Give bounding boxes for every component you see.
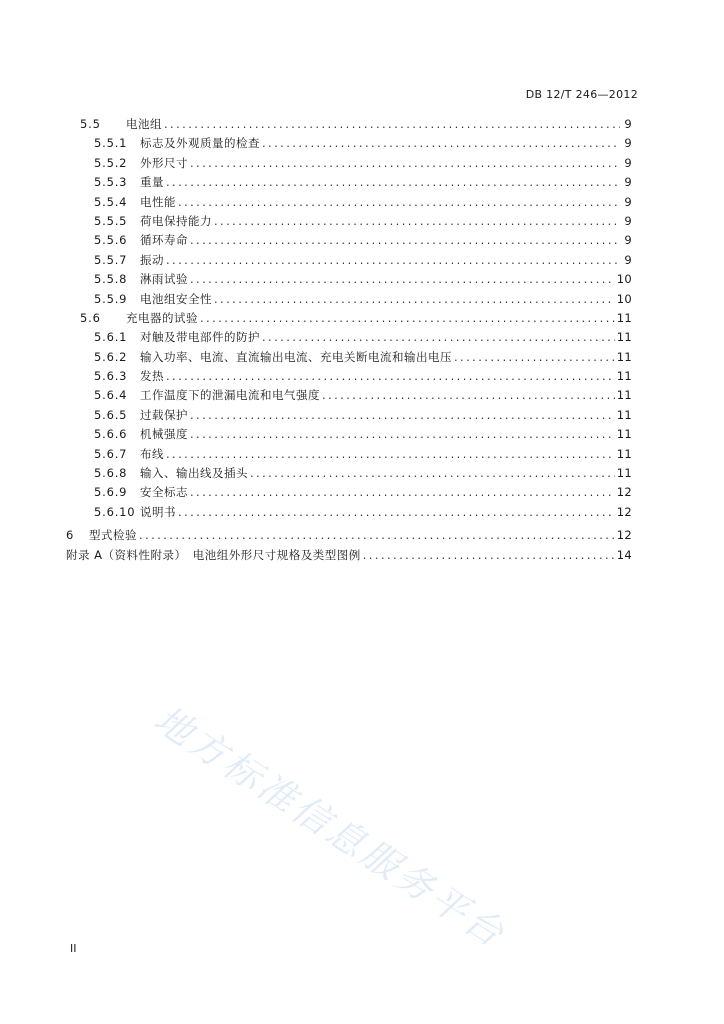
toc-entry[interactable] [66, 291, 632, 310]
toc-entry-title: 安全标志 [140, 485, 188, 500]
toc-entry-page: 11 [616, 369, 632, 384]
watermark: 地方标准信息服务平台 [146, 697, 514, 957]
toc-entry-page: 9 [624, 155, 632, 170]
toc-dot-leader [166, 253, 620, 267]
toc-entry-title: 淋雨试验 [140, 272, 188, 287]
toc-entry-page: 10 [616, 272, 632, 287]
toc-entry-number: 5.6.9 [94, 485, 128, 500]
toc-dot-leader [190, 408, 615, 422]
toc-entry[interactable] [66, 310, 632, 329]
toc-entry-title: 工作温度下的泄漏电流和电气强度 [140, 388, 320, 403]
toc-dot-leader [166, 369, 615, 383]
toc-entry-number: 5.6.5 [94, 407, 128, 422]
toc-entry-title: 对触及带电部件的防护 [140, 330, 260, 345]
toc-entry-title: 型式检验 [89, 528, 137, 543]
toc-dot-leader [178, 505, 615, 519]
toc-entry-title: 标志及外观质量的检查 [140, 136, 260, 151]
toc-entry[interactable] [66, 407, 632, 426]
toc-entry-page: 9 [624, 136, 632, 151]
toc-entry[interactable] [66, 135, 632, 154]
toc-dot-leader [190, 272, 615, 286]
toc-entry-title: 输入功率、电流、直流输出电流、充电关断电流和输出电压 [140, 349, 452, 364]
toc-entry-title: 说明书 [140, 504, 176, 519]
toc-dot-leader [214, 292, 615, 306]
toc-entry-title: 过载保护 [140, 407, 188, 422]
toc-entry[interactable] [66, 349, 632, 368]
toc-entry-number: 5.5.8 [94, 272, 128, 287]
toc-entry[interactable] [66, 194, 632, 213]
toc-dot-leader [190, 485, 615, 499]
toc-entry-number: 5.6.10 [94, 504, 136, 519]
toc-entry-title: 电池组 [126, 117, 162, 131]
toc-dot-leader [250, 466, 615, 480]
toc-entry-page: 9 [624, 213, 632, 228]
toc-entry-page: 10 [616, 291, 632, 306]
toc-entry-page: 11 [616, 310, 632, 325]
toc-entry-page: 11 [616, 407, 632, 422]
toc-entry[interactable] [66, 547, 632, 566]
toc-entry-number: 5.5.6 [94, 233, 128, 248]
toc-entry[interactable] [66, 368, 632, 387]
toc-entry-title: 输入、输出线及插头 [140, 466, 248, 481]
toc-entry-number: 5.6.2 [94, 349, 128, 364]
toc-entry[interactable] [66, 504, 632, 523]
toc-entry-number: 5.6.7 [94, 446, 128, 461]
toc-dot-leader [454, 350, 615, 364]
toc-entry[interactable] [66, 155, 632, 174]
toc-entry-number: 5.6.4 [94, 388, 128, 403]
toc-entry[interactable] [66, 484, 632, 503]
toc-dot-leader [166, 447, 615, 461]
toc-entry-page: 12 [616, 485, 632, 500]
toc-entry-title: 振动 [140, 252, 164, 267]
toc-entry-page: 9 [624, 252, 632, 267]
toc-entry-page: 9 [624, 117, 632, 131]
toc-entry-title: 附录 A（资料性附录） 电池组外形尺寸规格及类型图例 [66, 547, 361, 562]
toc-dot-leader [190, 156, 620, 170]
toc-entry-number: 5.6.8 [94, 466, 128, 481]
toc-entry-title: 充电器的试验 [126, 310, 198, 325]
document-code: DB 12/T 246—2012 [525, 88, 638, 101]
toc-entry[interactable] [66, 271, 632, 290]
toc-entry-number: 5.5.9 [94, 291, 128, 306]
toc-dot-leader [190, 233, 620, 247]
toc-entry-number: 5.5 [80, 117, 101, 131]
toc-entry-page: 12 [616, 504, 632, 519]
toc-entry-page: 14 [616, 547, 632, 562]
toc-dot-leader [214, 214, 620, 228]
toc-entry-number: 5.6.3 [94, 369, 128, 384]
toc-entry[interactable] [66, 174, 632, 193]
toc-entry[interactable] [66, 213, 632, 232]
toc-entry-title: 循环寿命 [140, 233, 188, 248]
toc-entry-page: 9 [624, 194, 632, 209]
toc-entry-page: 11 [616, 330, 632, 345]
toc-entry-number: 5.6.6 [94, 427, 128, 442]
toc-entry-number: 5.5.4 [94, 194, 128, 209]
toc-entry-title: 电性能 [140, 194, 176, 209]
toc-entry-title: 荷电保持能力 [140, 213, 212, 228]
toc-entry[interactable] [66, 426, 632, 445]
toc-entry[interactable] [66, 387, 632, 406]
toc-dot-leader [178, 195, 620, 209]
page-number: II [70, 942, 77, 955]
toc-entry-page: 12 [616, 528, 632, 543]
toc-entry[interactable] [66, 232, 632, 251]
toc-dot-leader [322, 388, 615, 402]
toc-entry-title: 布线 [140, 446, 164, 461]
toc-entry-number: 5.5.2 [94, 155, 128, 170]
toc-dot-leader [262, 330, 615, 344]
toc-entry[interactable] [66, 465, 632, 484]
toc-entry-number: 5.6.1 [94, 330, 128, 345]
toc-dot-leader [262, 136, 620, 150]
toc-entry-title: 发热 [140, 369, 164, 384]
toc-entry-number: 5.5.7 [94, 252, 128, 267]
toc-entry-number: 6 [66, 528, 75, 543]
toc-entry-title: 外形尺寸 [140, 155, 188, 170]
toc-entry[interactable] [66, 116, 632, 135]
toc-entry-page: 9 [624, 175, 632, 190]
toc-dot-leader [363, 548, 615, 562]
table-of-contents [66, 116, 632, 566]
toc-entry-page: 11 [616, 427, 632, 442]
toc-entry-page: 11 [616, 388, 632, 403]
toc-entry-number: 5.5.1 [94, 136, 128, 151]
toc-entry-page: 9 [624, 233, 632, 248]
toc-entry-page: 11 [616, 349, 632, 364]
toc-dot-leader [190, 427, 615, 441]
toc-entry[interactable] [66, 527, 632, 546]
toc-entry-number: 5.5.5 [94, 213, 128, 228]
toc-dot-leader [166, 175, 620, 189]
toc-entry[interactable] [66, 252, 632, 271]
toc-entry-title: 机械强度 [140, 427, 188, 442]
toc-entry-title: 电池组安全性 [140, 291, 212, 306]
toc-dot-leader [139, 528, 615, 542]
toc-entry[interactable] [66, 329, 632, 348]
toc-entry[interactable] [66, 446, 632, 465]
toc-dot-leader [164, 117, 620, 131]
toc-dot-leader [200, 311, 615, 325]
toc-entry-page: 11 [616, 446, 632, 461]
toc-entry-title: 重量 [140, 175, 164, 190]
toc-entry-page: 11 [616, 466, 632, 481]
toc-entry-number: 5.5.3 [94, 175, 128, 190]
toc-entry-number: 5.6 [80, 310, 101, 325]
